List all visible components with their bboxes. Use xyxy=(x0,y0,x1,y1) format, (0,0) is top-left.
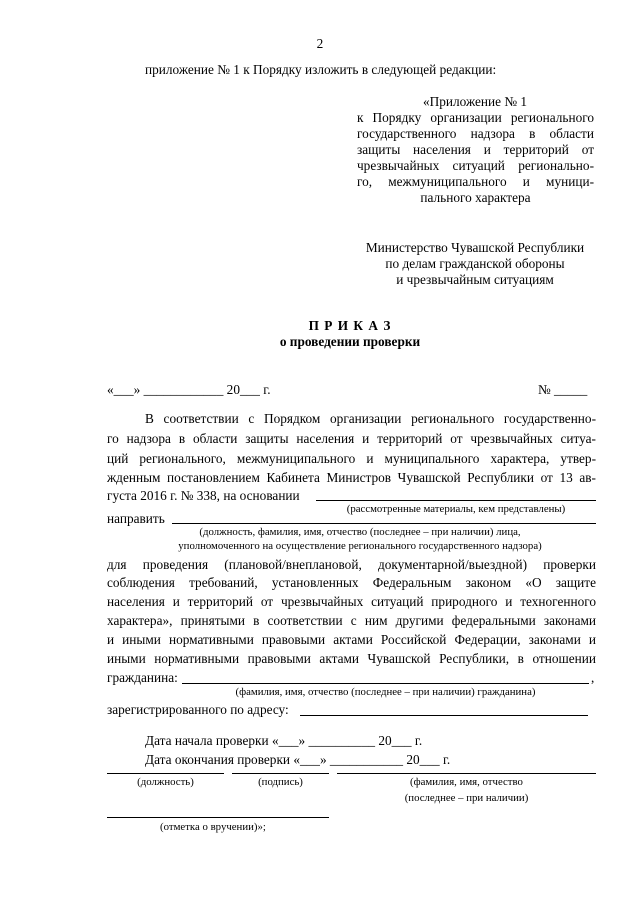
hint-materials: (рассмотренные материалы, кем представлены) xyxy=(346,503,566,515)
send-label: направить xyxy=(107,511,165,526)
body-line: го надзора в области защиты населения и территорий от чрезвычайных ситуа- xyxy=(107,431,596,446)
appendix-line: к Порядку организации регионального xyxy=(357,110,594,125)
body-line: жденным постановлением Кабинета Министров Чувашской Республики от 13 ав- xyxy=(107,470,596,485)
body-line: характера», принятыми в соответствии с ним другими федеральными законами xyxy=(107,613,596,628)
basis-blank-line xyxy=(316,500,596,501)
ministry-line: по делам гражданской обороны xyxy=(385,256,565,271)
body-line: густа 2016 г. № 338, на основании xyxy=(107,488,300,503)
hint-signature: (подпись) xyxy=(258,776,303,788)
official-blank-line xyxy=(172,523,596,524)
appendix-line: го, межмуниципального и муници- xyxy=(357,174,594,189)
citizen-comma: , xyxy=(591,670,595,685)
hint-fio: (последнее – при наличии) xyxy=(404,792,529,804)
appendix-line: государственного надзора в области xyxy=(357,126,594,141)
date-field: «___» ____________ 20___ г. xyxy=(107,382,271,397)
ministry-line: Министерство Чувашской Республики xyxy=(365,240,585,255)
body-line: соблюдения требований, установленных Федеральным законом «О защите xyxy=(107,575,596,590)
intro-text: приложение № 1 к Порядку изложить в следующей редакции: xyxy=(145,62,497,77)
body-line: населения и территорий от чрезвычайных ситуаций природного и техногенного xyxy=(107,594,596,609)
number-field: № _____ xyxy=(538,382,588,397)
address-blank-line xyxy=(300,715,588,716)
hint-delivery: (отметка о вручении)»; xyxy=(160,821,266,833)
citizen-label: гражданина: xyxy=(107,670,178,685)
body-line: и иными нормативными правовыми актами Российской Федерации, законами и xyxy=(107,632,596,647)
signature-blank-line xyxy=(232,773,329,774)
citizen-blank-line xyxy=(182,683,589,684)
appendix-line: защиты населения и территорий от xyxy=(357,142,594,157)
ministry-line: и чрезвычайным ситуациям xyxy=(396,272,554,287)
hint-official: уполномоченного на осуществление регионального государственного надзора) xyxy=(178,540,542,552)
hint-position: (должность) xyxy=(137,776,194,788)
position-blank-line xyxy=(107,773,224,774)
hint-citizen: (фамилия, имя, отчество (последнее – при наличии) гражданина) xyxy=(235,686,536,698)
delivery-blank-line xyxy=(107,817,329,818)
body-line: ций регионального, межмуниципального и муниципального характера, утвер- xyxy=(107,451,596,466)
fio-blank-line xyxy=(337,773,596,774)
document-subtitle: о проведении проверки xyxy=(279,334,421,349)
appendix-line: чрезвычайных ситуаций регионально- xyxy=(357,158,594,173)
appendix-line: пального характера xyxy=(420,190,531,205)
hint-official: (должность, фамилия, имя, отчество (последнее – при наличии) лица, xyxy=(199,526,521,538)
address-label: зарегистрированного по адресу: xyxy=(107,702,289,717)
appendix-line: «Приложение № 1 xyxy=(423,94,527,109)
body-line: для проведения (плановой/внеплановой, документарной/выездной) проверки xyxy=(107,557,596,572)
start-date: Дата начала проверки «___» __________ 20___ г. xyxy=(145,733,423,748)
end-date: Дата окончания проверки «___» ___________ 20___ г. xyxy=(145,752,451,767)
hint-fio: (фамилия, имя, отчество xyxy=(410,776,523,788)
body-line: иными нормативными правовыми актами Чувашской Республики, в отношении xyxy=(107,651,596,666)
body-line: В соответствии с Порядком организации регионального государственно- xyxy=(145,411,596,426)
page-number: 2 xyxy=(316,36,324,51)
document-title: П Р И К А З xyxy=(308,318,392,333)
